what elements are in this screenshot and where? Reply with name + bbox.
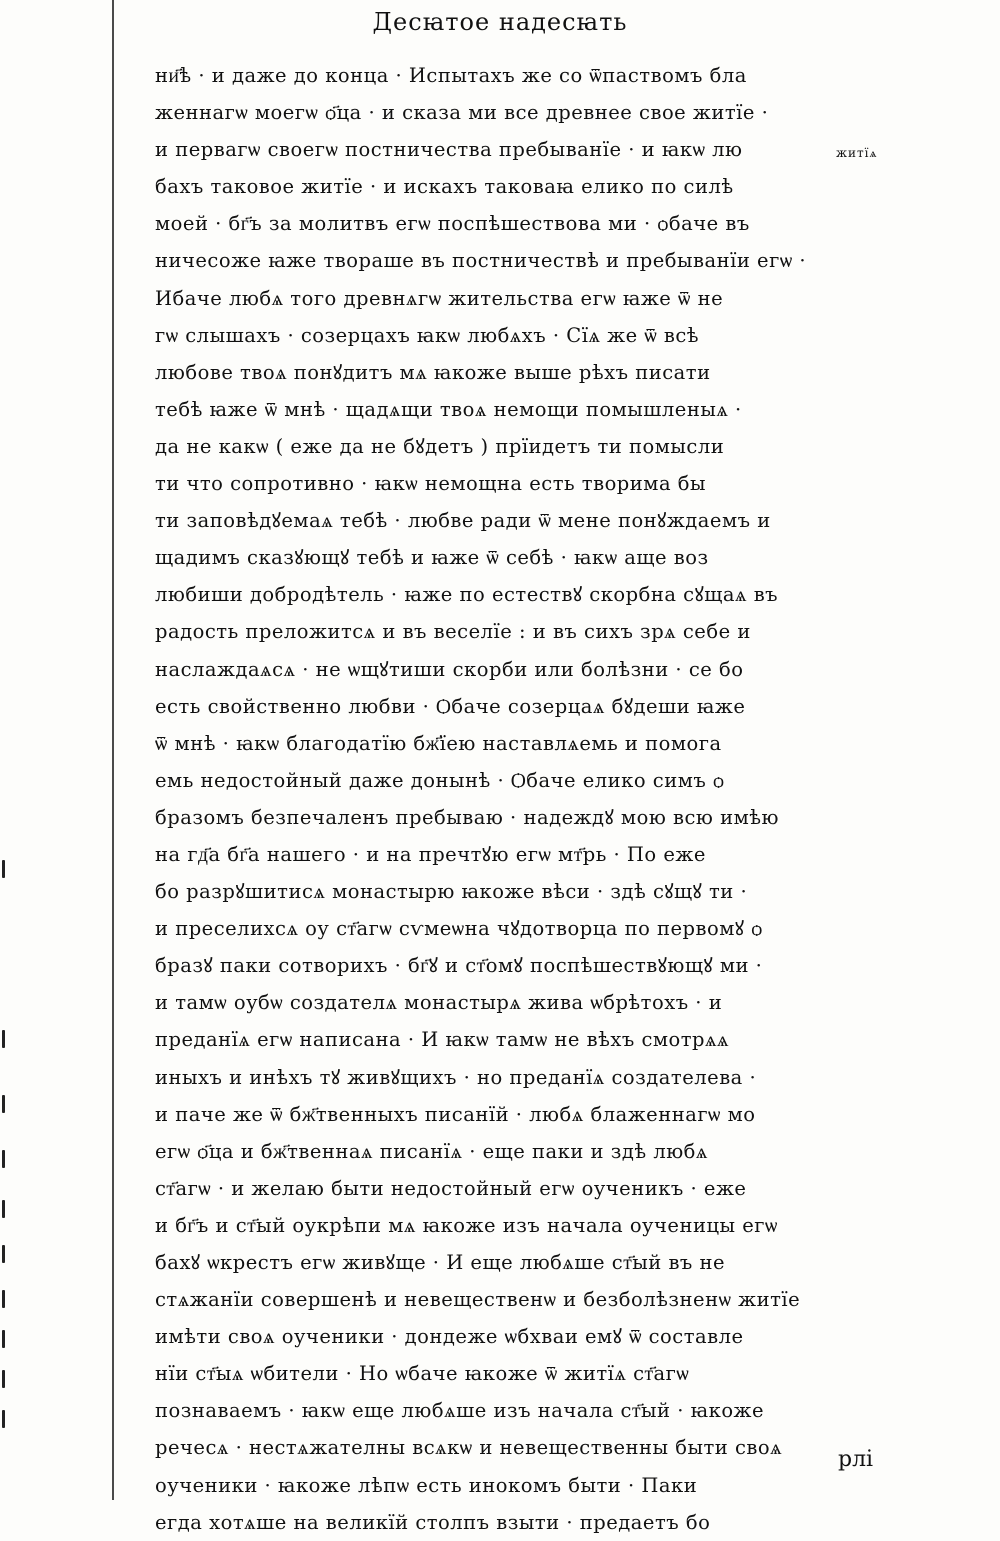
text-line: моей · бг҃ъ за молитвъ егѡ поспѣшествова ми · ѻбаче въ (155, 212, 750, 236)
text-line: на гд҃а бг҃а нашего · и на пречтꙋю егѡ мт҃рь · По еже (155, 842, 706, 866)
text-line: ни҃ѣ · и даже до конца · Испытахъ же со ѿпаствомъ бла (155, 64, 747, 87)
text-line: и тамѡ оубѡ создателѧ монастырѧ жива ѡбрѣтохъ · и (155, 991, 723, 1015)
text-line: женнагѡ моегѡ ѻ҃ца · и сказа ми все древнее свое житїе · (155, 101, 769, 125)
text-line: бахъ таковое житїе · и искахъ таковаꙗ елико по силѣ (155, 175, 734, 199)
text-line: емь недостойный даже донынѣ · Ѻбаче елико симъ ѻ (155, 768, 725, 792)
text-line: щадимъ сказꙋющꙋ тебѣ и ꙗже ѿ себѣ · ꙗкѡ аще воз (155, 546, 709, 570)
text-line: познаваемъ · ꙗкѡ еще любѧше изъ начала ст҃ый · ꙗкоже (155, 1399, 765, 1423)
text-line: ст҃агѡ · и желаю быти недостойный егѡ оученикъ · еже (155, 1176, 747, 1200)
text-line: и паче же ѿ бж҃твенныхъ писанїй · любѧ блаженнагѡ мо (155, 1102, 756, 1126)
text-line: преданїѧ егѡ написана · И ꙗкѡ тамѡ не вѣхъ смотрѧѧ (155, 1028, 730, 1052)
text-line: нїи ст҃ыѧ ѡбители · Но ѡбаче ꙗкоже ѿ житїѧ ст҃агѡ (155, 1362, 690, 1386)
text-line: Ибаче любѧ того древнѧгѡ жительства егѡ ꙗже ѿ не (155, 286, 724, 310)
gutter-margin (0, 0, 30, 1500)
text-line: бразꙋ паки сотворихъ · бг҃ꙋ и ст҃омꙋ поспѣшествꙋющꙋ ми · (155, 954, 763, 978)
text-line: имѣти своѧ оученики · дондеже ѡбхваи емꙋ ѿ составле (155, 1325, 744, 1349)
text-line: егѡ ѻ҃ца и бж҃твеннаѧ писанїѧ · еще паки и здѣ любѧ (155, 1139, 708, 1163)
text-line: есть свойственно любви · Ѻбаче созерцаѧ бꙋдеши ꙗже (155, 694, 746, 718)
text-line: иныхъ и инѣхъ тꙋ живꙋщихъ · но преданїѧ создателева · (155, 1065, 757, 1089)
text-line: ти заповѣдꙋемаѧ тебѣ · любве ради ѿ мене понꙋждаемъ и (155, 509, 771, 533)
text-line: любиши добродѣтель · ꙗже по естествꙋ скорбна сꙋщаѧ въ (155, 583, 779, 607)
text-line: бахꙋ ѡкрестъ егѡ живꙋще · И еще любѧше ст҃ый въ не (155, 1251, 726, 1274)
text-line: гѡ слышахъ · созерцахъ ꙗкѡ любѧхъ · Сїѧ же ѿ всѣ (155, 323, 700, 347)
text-line: тебѣ ꙗже ѿ мнѣ · щадѧщи твоѧ немощи помышленыѧ · (155, 397, 742, 421)
text-line: бо разрꙋшитисѧ монастырю ꙗкоже вѣси · здѣ сꙋщꙋ ти · (155, 880, 748, 904)
text-line: и преселихсѧ оу ст҃агѡ сѵмеѡна чꙋдотворца по первомꙋ ѻ (155, 917, 763, 941)
text-line: ничесоже ꙗже твораше въ постничествѣ и пребыванїи егѡ · (155, 249, 807, 273)
running-head: Десꙗтое надесꙗть (372, 8, 628, 36)
body-text (155, 57, 835, 1541)
text-line: бразомъ безпечаленъ пребываю · надеждꙋ мою всю имѣю (155, 805, 779, 829)
text-line: стѧжанїи совершенѣ и невещественѡ и безболѣзненѡ житїе (155, 1288, 801, 1312)
text-line: наслаждаѧсѧ · не ѡщꙋтиши скорби или болѣзни · се бо (155, 657, 744, 681)
text-line: оученики · ꙗкоже лѣпѡ есть инокомъ быти · Паки (155, 1473, 698, 1497)
text-line: и бг҃ъ и ст҃ый оукрѣпи мѧ ꙗкоже изъ начала оученицы егѡ (155, 1213, 778, 1237)
text-line: ѿ мнѣ · ꙗкѡ благодатїю бж҃їею наставлѧемь и помога (155, 731, 722, 755)
text-line: речесѧ · нестѧжателны всѧкѡ и невещественны быти своѧ (155, 1436, 783, 1460)
margin-note: житїѧ (836, 146, 878, 160)
column-rule-line (112, 0, 114, 1500)
folio-number: рлі (838, 1447, 874, 1472)
text-line: любове твоѧ понꙋдитъ мѧ ꙗкоже выше рѣхъ писати (155, 360, 711, 384)
text-line: егда хотѧше на великїй столпъ взыти · предаетъ бо (155, 1510, 711, 1534)
text-line: да не какѡ ( еже да не бꙋдетъ ) прїидетъ ти помысли (155, 434, 725, 458)
text-line: и первагѡ своегѡ постничества пребыванїе · и ꙗкѡ лю (155, 138, 743, 162)
text-line: ти что сопротивно · ꙗкѡ немощна есть творима бы (155, 472, 707, 496)
text-line: радость преложитсѧ и въ веселїе : и въ сихъ зрѧ себе и (155, 620, 751, 644)
